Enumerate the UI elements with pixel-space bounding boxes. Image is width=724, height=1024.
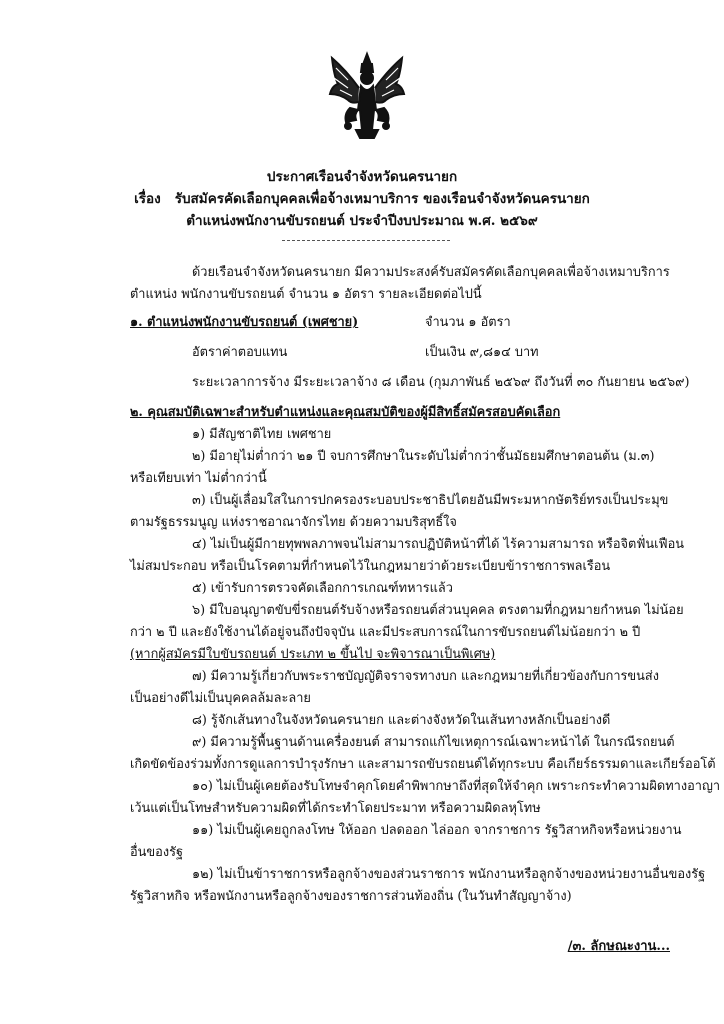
section-1-heading: ๑. ตำแหน่งพนักงานขับรถยนต์ (เพศชาย) <box>130 315 359 330</box>
intro-line-1: ด้วยเรือนจำจังหวัดนครนายก มีความประสงค์รับสมัครคัดเลือกบุคคลเพื่อจ้างเหมาบริการ <box>192 265 670 280</box>
qualification-item-cont: เกิดขัดข้องร่วมทั้งการดูแลการบำรุงรักษา และสามารถขับรถยนต์ได้ทุกระบบ คือเกียร์ธรรมดาและเกียร์ออโต้ <box>130 757 716 772</box>
pay-label: อัตราค่าตอบแทน <box>192 345 288 360</box>
intro-line-2: ตำแหน่ง พนักงานขับรถยนต์ จำนวน ๑ อัตรา รายละเอียดต่อไปนี้ <box>130 287 482 302</box>
garuda-emblem-icon <box>326 50 408 140</box>
qualification-item: ๒) มีอายุไม่ต่ำกว่า ๒๑ ปี จบการศึกษาในระดับไม่ต่ำกว่าชั้นมัธยมศึกษาตอนต้น (ม.๓) <box>192 449 655 464</box>
pay-value: เป็นเงิน ๙,๘๑๔ บาท <box>425 345 539 360</box>
subject-label: เรื่อง <box>134 191 161 207</box>
qualification-item: ๕) เข้ารับการตรวจคัดเลือกการเกณฑ์ทหารแล้ว <box>192 581 453 596</box>
continuation-marker: /๓. ลักษณะงาน... <box>567 939 670 954</box>
qualification-item: ๖) มีใบอนุญาตขับขี่รถยนต์รับจ้างหรือรถยนต์ส่วนบุคคล ตรงตามที่กฎหมายกำหนด ไม่น้อย <box>192 603 684 618</box>
qualification-item: ๙) มีความรู้พื้นฐานด้านเครื่องยนต์ สามารถแก้ไขเหตุการณ์เฉพาะหน้าได้ ในกรณีรถยนต์ <box>192 735 675 750</box>
section-2-heading: ๒. คุณสมบัติเฉพาะสำหรับตำแหน่งและคุณสมบัติของผู้มีสิทธิ์สมัครสอบคัดเลือก <box>130 405 561 420</box>
qualification-item-cont: รัฐวิสาหกิจ หรือพนักงานหรือลูกจ้างของราชการส่วนท้องถิ่น (ในวันทำสัญญาจ้าง) <box>130 889 572 904</box>
qualification-item-cont: เป็นอย่างดีไม่เป็นบุคคลล้มละลาย <box>130 691 311 706</box>
qualification-item-cont: หรือเทียบเท่า ไม่ต่ำกว่านี้ <box>130 471 267 486</box>
qualification-item: ๔) ไม่เป็นผู้มีกายทุพพลภาพจนไม่สามารถปฏิบัติหน้าที่ได้ ไร้ความสามารถ หรือจิตฟั่นเฟือน <box>192 537 685 552</box>
subject-text: รับสมัครคัดเลือกบุคคลเพื่อจ้างเหมาบริการ ของเรือนจำจังหวัดนครนายก <box>174 191 590 207</box>
qualification-item-cont: อื่นของรัฐ <box>130 845 184 860</box>
qualification-item: ๑๒) ไม่เป็นข้าราชการหรือลูกจ้างของส่วนราชการ พนักงานหรือลูกจ้างของหน่วยงานอื่นของรัฐ <box>192 867 706 882</box>
qualification-item: ๑๑) ไม่เป็นผู้เคยถูกลงโทษ ให้ออก ปลดออก ไล่ออก จากราชการ รัฐวิสาหกิจหรือหน่วยงาน <box>192 823 682 838</box>
qualification-item-cont: ไม่สมประกอบ หรือเป็นโรคตามที่กำหนดไว้ในกฎหมายว่าด้วยระเบียบข้าราชการพลเรือน <box>130 559 611 574</box>
qualification-item: ๗) มีความรู้เกี่ยวกับพระราชบัญญัติจราจรทางบก และกฎหมายที่เกี่ยวข้องกับการขนส่ง <box>192 669 659 684</box>
position-count: จำนวน ๑ อัตรา <box>425 315 511 330</box>
position-line: ตำแหน่งพนักงานขับรถยนต์ ประจำปีงบประมาณ พ.ศ. ๒๕๖๙ <box>186 213 538 229</box>
qualification-item: ๘) รู้จักเส้นทางในจังหวัดนครนายก และต่างจังหวัดในเส้นทางหลักเป็นอย่างดี <box>192 713 611 728</box>
qualification-item-cont: กว่า ๒ ปี และยังใช้งานได้อยู่จนถึงปัจจุบัน และมีประสบการณ์ในการขับรถยนต์ไม่น้อยกว่า ๒ ปี <box>130 625 641 640</box>
qualification-item-cont: ตามรัฐธรรมนูญ แห่งราชอาณาจักรไทย ด้วยความบริสุทธิ์ใจ <box>130 515 457 530</box>
document-title: ประกาศเรือนจำจังหวัดนครนายก <box>266 169 458 185</box>
special-consideration-note: (หากผู้สมัครมีใบขับรถยนต์ ประเภท ๒ ขึ้นไป จะพิจารณาเป็นพิเศษ) <box>130 647 496 662</box>
document-subject <box>0 189 724 209</box>
qualification-item: ๓) เป็นผู้เลื่อมใสในการปกครองระบอบประชาธิปไตยอันมีพระมหากษัตริย์ทรงเป็นประมุข <box>192 493 669 508</box>
qualification-item-cont: เว้นแต่เป็นโทษสำหรับความผิดที่ได้กระทำโดยประมาท หรือความผิดลหุโทษ <box>130 801 541 816</box>
qualification-item: ๑) มีสัญชาติไทย เพศชาย <box>192 427 332 442</box>
header-divider <box>282 240 450 241</box>
qualification-item: ๑๐) ไม่เป็นผู้เคยต้องรับโทษจำคุกโดยคำพิพากษาถึงที่สุดให้จำคุก เพราะกระทำความผิดทางอาญา <box>192 779 721 794</box>
employment-duration: ระยะเวลาการจ้าง มีระยะเวลาจ้าง ๘ เดือน (กุมภาพันธ์ ๒๕๖๙ ถึงวันที่ ๓๐ กันยายน ๒๕๖๙) <box>192 375 690 390</box>
